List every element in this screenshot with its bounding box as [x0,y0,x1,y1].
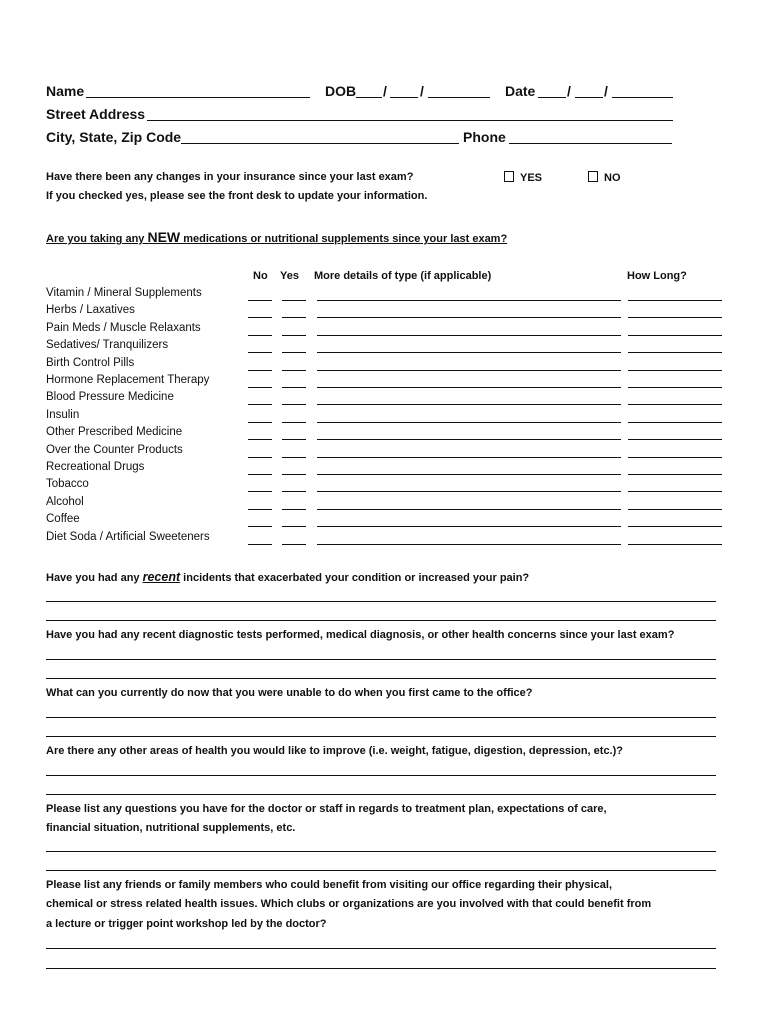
question-6-answer-line-1[interactable] [46,948,716,949]
medication-details-field[interactable] [317,352,621,353]
no-label: NO [604,172,621,184]
medications-title-pre: Are you taking any [46,233,148,245]
medication-yes-field[interactable] [282,370,306,371]
medication-item-label: Diet Soda / Artificial Sweeteners [46,530,210,543]
medication-no-field[interactable] [248,422,272,423]
question-5-answer-line-2[interactable] [46,870,716,871]
medication-how-long-field[interactable] [628,457,722,458]
medication-how-long-field[interactable] [628,439,722,440]
street-label: Street Address [46,106,146,122]
medication-item-label: Hormone Replacement Therapy [46,374,210,386]
question-3-answer-line-2[interactable] [46,736,716,737]
medication-item-label: Vitamin / Mineral Supplements [46,287,202,299]
question-5-line-2: financial situation, nutritional supplements, etc. [46,822,296,834]
dob-year-field[interactable] [428,97,490,98]
question-4-answer-line-1[interactable] [46,775,716,776]
medication-no-field[interactable] [248,526,272,527]
insurance-yes-option[interactable] [504,171,542,184]
question-1-answer-line-1[interactable] [46,601,716,602]
medication-item-label: Tobacco [46,478,89,491]
question-5-answer-line-1[interactable] [46,851,716,852]
medication-details-field[interactable] [317,300,621,301]
medication-how-long-field[interactable] [628,474,722,475]
dob-month-field[interactable] [356,97,382,98]
medication-how-long-field[interactable] [628,491,722,492]
date-label: Date [505,83,536,99]
medication-details-field[interactable] [317,335,621,336]
question-6-answer-line-2[interactable] [46,968,716,969]
medication-item-label: Insulin [46,408,80,421]
medication-how-long-field[interactable] [628,300,722,301]
medication-details-field[interactable] [317,526,621,527]
question-5-line-1: Please list any questions you have for the doctor or staff in regards to treatment plan, expectations of care, [46,803,607,815]
col-how-long: How Long? [627,270,687,282]
col-yes: Yes [280,270,299,282]
dob-slash-1: / [383,83,387,99]
medication-details-field[interactable] [317,544,621,545]
medication-details-field[interactable] [317,457,621,458]
medication-how-long-field[interactable] [628,526,722,527]
no-checkbox[interactable] [588,171,598,182]
question-2-answer-line-2[interactable] [46,678,716,679]
medication-item-label: Other Prescribed Medicine [46,426,183,439]
medication-yes-field[interactable] [282,300,306,301]
medication-no-field[interactable] [248,491,272,492]
medication-yes-field[interactable] [282,404,306,405]
phone-field[interactable] [509,143,672,144]
medication-details-field[interactable] [317,491,621,492]
medication-yes-field[interactable] [282,335,306,336]
date-slash-1: / [567,83,571,99]
medication-how-long-field[interactable] [628,370,722,371]
medication-how-long-field[interactable] [628,422,722,423]
medication-item-label: Over the Counter Products [46,443,183,456]
medication-yes-field[interactable] [282,457,306,458]
question-2: Have you had any recent diagnostic tests performed, medical diagnosis, or other health concerns since your last exam? [46,629,675,641]
medication-yes-field[interactable] [282,352,306,353]
medication-how-long-field[interactable] [628,335,722,336]
medication-how-long-field[interactable] [628,544,722,545]
date-day-field[interactable] [575,97,603,98]
col-details: More details of type (if applicable) [314,270,492,282]
phone-label: Phone [463,129,506,145]
city-label: City, State, Zip Code [46,129,182,145]
medication-how-long-field[interactable] [628,509,722,510]
medication-no-field[interactable] [248,352,272,353]
medication-item-label: Birth Control Pills [46,356,135,369]
insurance-question: Have there been any changes in your insurance since your last exam? [46,171,414,183]
question-3: What can you currently do now that you were unable to do when you first came to the office? [46,687,533,699]
city-field[interactable] [181,143,459,144]
medication-details-field[interactable] [317,387,621,388]
medications-title-emph: NEW [147,229,181,245]
name-label: Name [46,83,85,99]
medication-item-label: Coffee [46,513,80,526]
medication-no-field[interactable] [248,474,272,475]
medication-details-field[interactable] [317,404,621,405]
medication-no-field[interactable] [248,457,272,458]
date-month-field[interactable] [538,97,566,98]
street-field[interactable] [147,120,673,121]
medication-item-label: Pain Meds / Muscle Relaxants [46,321,201,334]
dob-day-field[interactable] [390,97,418,98]
medication-no-field[interactable] [248,544,272,545]
medication-details-field[interactable] [317,439,621,440]
yes-label: YES [520,172,543,184]
question-4: Are there any other areas of health you would like to improve (i.e. weight, fatigue, digestion, depression, etc.)? [46,745,623,757]
question-1-pre: Have you had any [46,572,143,584]
medication-how-long-field[interactable] [628,404,722,405]
medication-no-field[interactable] [248,439,272,440]
medications-title-post: medications or nutritional supplements since your last exam? [180,233,508,245]
medication-no-field[interactable] [248,300,272,301]
medication-details-field[interactable] [317,509,621,510]
medication-item-label: Sedatives/ Tranquilizers [46,339,169,352]
medication-item-label: Blood Pressure Medicine [46,391,174,404]
insurance-no-option[interactable] [588,171,621,184]
medication-yes-field[interactable] [282,474,306,475]
medication-how-long-field[interactable] [628,387,722,388]
medication-no-field[interactable] [248,509,272,510]
question-4-answer-line-2[interactable] [46,794,716,795]
question-6-line-3: a lecture or trigger point workshop led by the doctor? [46,918,327,930]
question-1 [46,570,529,584]
medication-yes-field[interactable] [282,422,306,423]
question-1-post: incidents that exacerbated your condition or increased your pain? [180,572,530,584]
medication-no-field[interactable] [248,317,272,318]
dob-label: DOB [325,83,357,99]
col-no: No [253,270,268,282]
medication-no-field[interactable] [248,335,272,336]
date-slash-2: / [604,83,608,99]
medication-yes-field[interactable] [282,509,306,510]
name-field[interactable] [86,97,310,98]
medication-no-field[interactable] [248,387,272,388]
medication-yes-field[interactable] [282,317,306,318]
medication-details-field[interactable] [317,422,621,423]
medication-no-field[interactable] [248,404,272,405]
medication-how-long-field[interactable] [628,317,722,318]
insurance-note: If you checked yes, please see the front desk to update your information. [46,190,428,202]
question-1-emph: recent [142,570,181,584]
question-6-line-1: Please list any friends or family members who could benefit from visiting our office regarding their physical, [46,879,613,891]
medication-item-label: Alcohol [46,495,84,508]
question-1-answer-line-2[interactable] [46,620,716,621]
dob-slash-2: / [420,83,424,99]
medication-item-label: Herbs / Laxatives [46,304,135,317]
question-2-answer-line-1[interactable] [46,659,716,660]
date-year-field[interactable] [612,97,673,98]
medication-details-field[interactable] [317,370,621,371]
medication-details-field[interactable] [317,317,621,318]
medication-no-field[interactable] [248,370,272,371]
medication-yes-field[interactable] [282,387,306,388]
medication-details-field[interactable] [317,474,621,475]
question-6-line-2: chemical or stress related health issues. Which clubs or organizations are you involved with that could benefit from [46,898,652,910]
question-3-answer-line-1[interactable] [46,717,716,718]
medication-yes-field[interactable] [282,544,306,545]
medication-yes-field[interactable] [282,439,306,440]
medication-item-label: Recreational Drugs [46,461,145,473]
medication-how-long-field[interactable] [628,352,722,353]
yes-checkbox[interactable] [504,171,514,182]
medication-yes-field[interactable] [282,526,306,527]
medication-yes-field[interactable] [282,491,306,492]
medications-title [46,229,507,245]
